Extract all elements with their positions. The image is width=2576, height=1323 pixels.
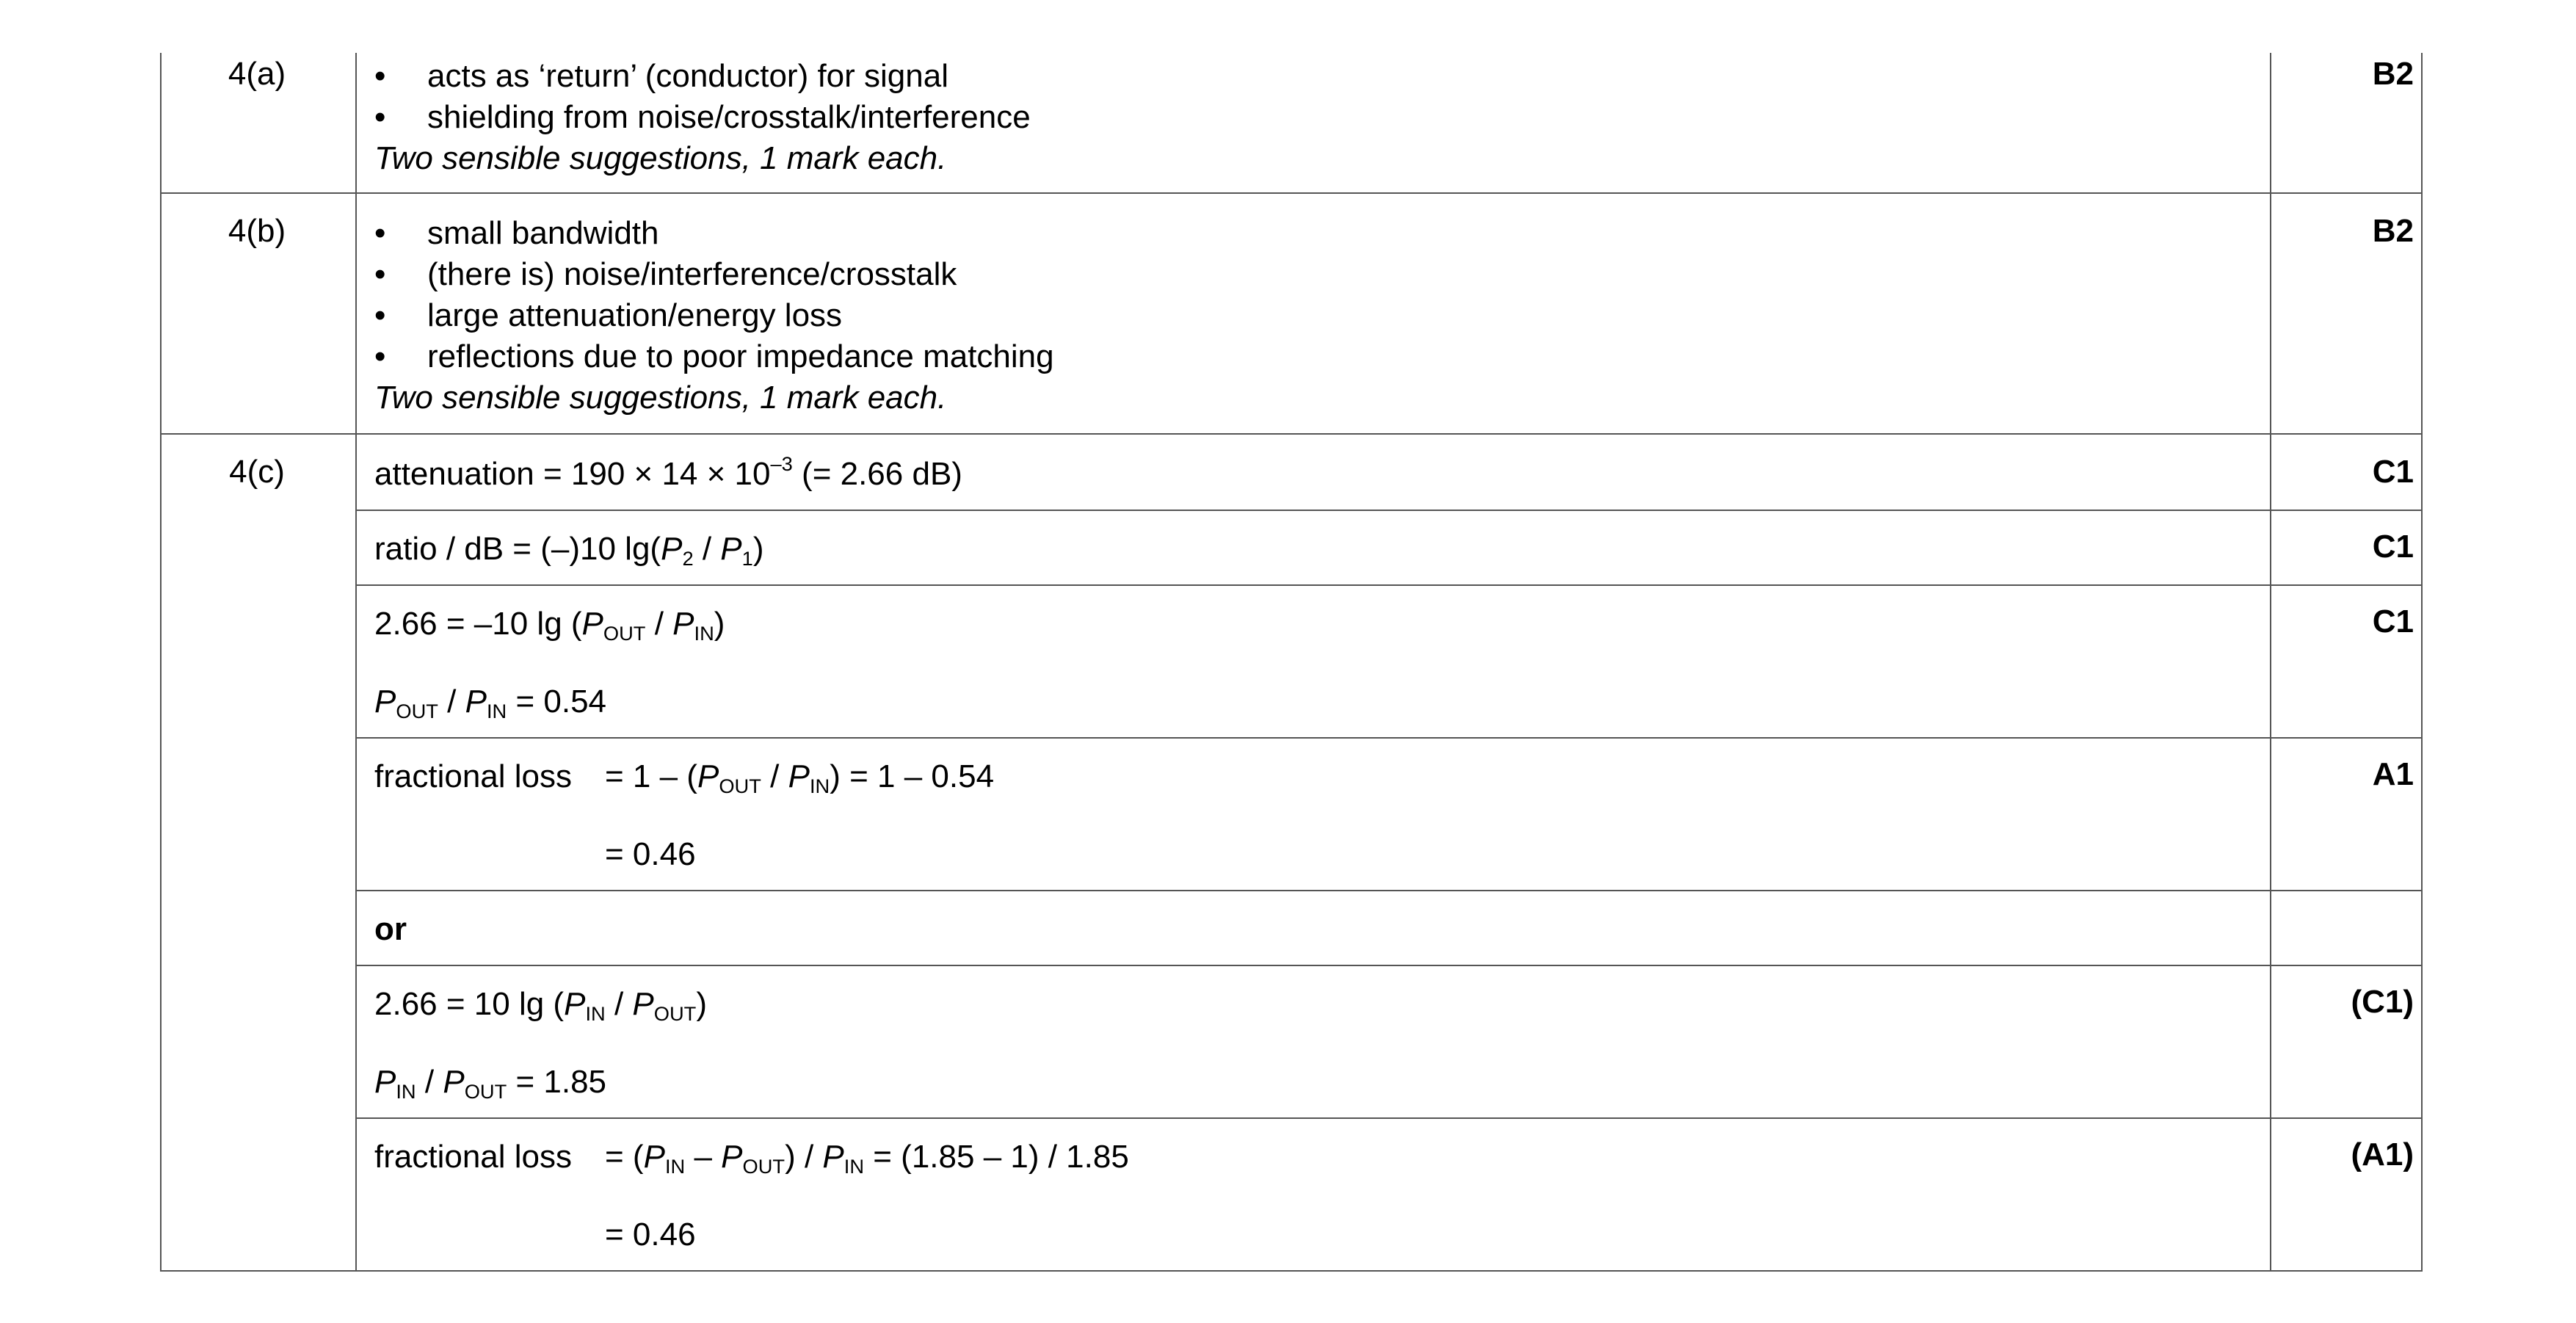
mark-scheme-table [160,53,2423,1272]
mark-label: C1 [2372,529,2414,565]
bullet-icon: • [374,58,386,94]
mark-label: B2 [2372,56,2414,92]
mark-label: C1 [2372,603,2414,639]
answer-cell: • small bandwidth • (there is) noise/interference/crosstalk • large attenuation/energy loss • reflections due to poor impedance matching Two sensible suggestions, 1 mark each. [374,213,2254,426]
mark-label: C1 [2372,454,2414,490]
alt-fractional-loss-equation: = $(P_{IN} - P_{OUT}) / P_{IN} = (1.85 - 1) / 1.85$ [605,1139,1129,1178]
question-column-divider [355,53,357,1272]
step-divider [355,737,2423,739]
question-number: 4(c) [229,454,285,490]
fractional-loss-result: = 0.46 [605,836,696,872]
fractional-loss-equation: = $1 - (P_{OUT} / P_{IN}) = 1 - 0.54$ [605,758,995,798]
bullet-icon: • [374,99,386,135]
question-number: 4(a) [228,56,286,92]
power-ratio-equation: 2.66 = –10 $\lg (P_{OUT} / P_{IN})$ [374,606,725,645]
marking-note: Two sensible suggestions, 1 mark each. [374,140,947,176]
marking-note: Two sensible suggestions, 1 mark each. [374,380,947,416]
row-divider [160,192,2423,194]
mark-label: (A1) [2351,1137,2414,1172]
step-divider [355,584,2423,586]
mark-label: A1 [2372,756,2414,792]
fractional-loss-label: fractional loss [374,758,573,794]
ratio-formula-step: ratio / dB = (–)10 $\lg(P_2 / P_1)$ [374,531,764,570]
mark-label: (C1) [2351,984,2414,1020]
alt-fractional-loss-label: fractional loss [374,1139,573,1175]
alt-power-ratio-equation: 2.66 = 10 $\lg (P_{IN} / P_{OUT})$ [374,986,707,1026]
step-divider [355,890,2423,891]
mark-label: B2 [2372,213,2414,249]
answer-cell: • acts as ‘return’ (conductor) for signal • shielding from noise/crosstalk/interference Two sensible suggestions, 1 mark each. [374,56,2254,188]
attenuation-step: attenuation = $190 \times 14 \times 10^{-3}$ (= 2.66 dB) [374,452,962,492]
power-ratio-result: $P_{OUT} / P_{IN} = 0.54$ [374,684,607,723]
bullet-icon: • [374,215,386,251]
bullet-icon: • [374,338,386,374]
alt-fractional-loss-result: = 0.46 [605,1217,696,1253]
table-right-border [2421,53,2423,1272]
question-number: 4(b) [228,213,286,249]
table-bottom-border [160,1270,2423,1272]
bullet-icon: • [374,297,386,333]
bullet-icon: • [374,256,386,292]
step-divider [355,510,2423,511]
alt-power-ratio-result: $P_{IN} / P_{OUT} = 1.85$ [374,1064,607,1103]
step-divider [355,1117,2423,1119]
row-divider [160,433,2423,435]
step-divider [355,965,2423,966]
alternative-method-label: or [374,911,407,947]
